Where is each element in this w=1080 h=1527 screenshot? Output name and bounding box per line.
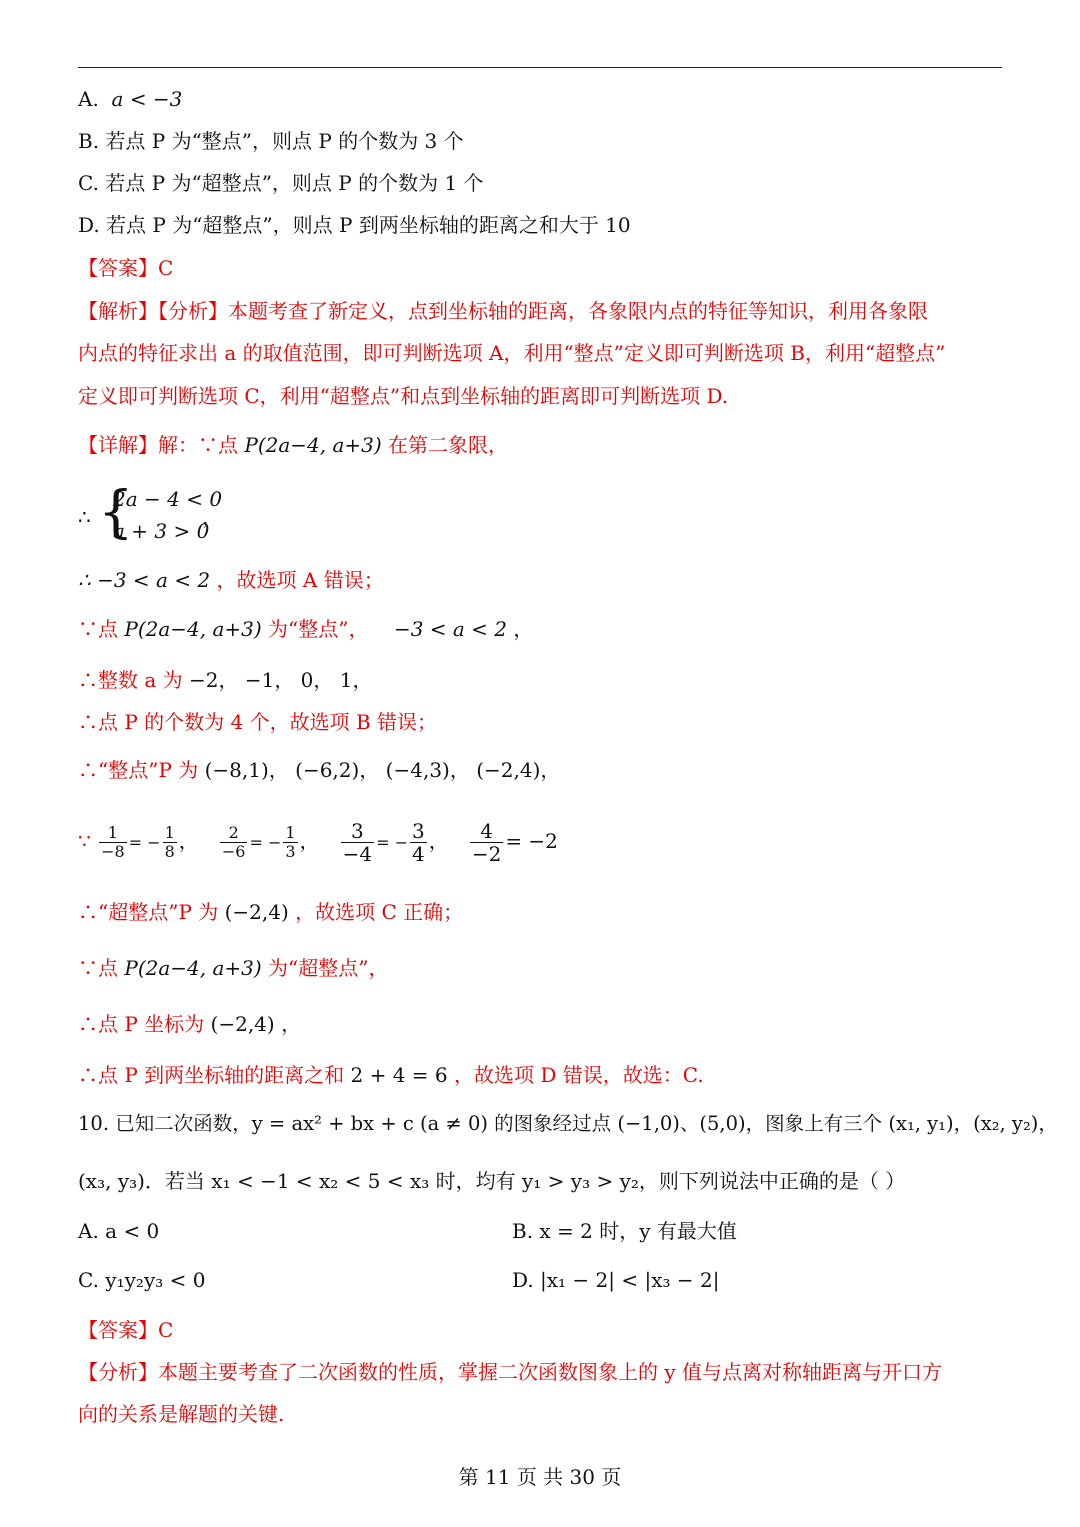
option-c: C. 若点 P 为“超整点”，则点 P 的个数为 1 个 (78, 171, 484, 195)
system-comma: ， (202, 505, 222, 529)
option-a (78, 86, 182, 112)
page-footer: 第 11 页 共 30 页 (458, 1465, 622, 1489)
q10-line-1: 10. 已知二次函数，y = ax² + bx + c (a ≠ 0) 的图象经过点 (−1,0)、(5,0)，图象上有三个 (x₁, y₁)，(x₂, y₂)， (78, 1112, 1058, 1135)
q10-option-a: A. a < 0 (78, 1219, 160, 1243)
fraction-line: ∵ $\frac{1}{-8}$ = − $\frac{1}{8}$ ， $\frac{2}{-6}$ = − $\frac{1}{3}$ ， $\frac{3}{-4}$ = − $\frac{3}{4}$ ， $\frac{4}{-2}$ = −2 (78, 819, 558, 866)
system-therefore: ∴ (78, 505, 91, 529)
math-expression: P(2a−4, a+3) (244, 433, 382, 457)
analysis-q9-line3: 定义即可判断选项 C，利用“超整点”和点到坐标轴的距离即可判断选项 D. (78, 384, 729, 408)
analysis-q9-line1: 【解析】【分析】本题考查了新定义，点到坐标轴的距离，各象限内点的特征等知识，利用各象限 (78, 299, 928, 323)
detail-line-8: ∴“超整点”P 为 (−2,4) ，故选项 C 正确； (78, 900, 464, 924)
fraction: $\frac{1}{3}$ (285, 823, 296, 861)
answer-q9: 【答案】C (78, 256, 174, 280)
option-d: D. 若点 P 为“超整点”，则点 P 到两坐标轴的距离之和大于 10 (78, 213, 631, 237)
analysis-q9-line2: 内点的特征求出 a 的取值范围，即可判断选项 A，利用“整点”定义即可判断选项 B，利用“超整点” (78, 341, 946, 365)
answer-q10: 【答案】C (78, 1318, 174, 1342)
fraction: $\frac{1}{8}$ (164, 823, 175, 861)
system-eq-2: a + 3 > 0 (113, 519, 210, 543)
fraction: $\frac{3}{4}$ (412, 819, 425, 866)
analysis-q10-line2: 向的关系是解题的关键. (78, 1402, 285, 1426)
detail-line-4: ∴整数 a 为 −2， −1， 0， 1， (78, 668, 373, 692)
option-b: B. 若点 P 为“整点”，则点 P 的个数为 3 个 (78, 129, 464, 153)
detail-line-5: ∴点 P 的个数为 4 个，故选项 B 错误； (78, 710, 438, 734)
q10-option-b: B. x = 2 时，y 有最大值 (512, 1219, 737, 1243)
system-eq-1: 2a − 4 < 0 (113, 487, 223, 511)
fraction: $\frac{1}{-8}$ (101, 823, 125, 861)
detail-line-2: ∴ −3 < a < 2 ，故选项 A 错误； (78, 568, 384, 592)
option-a-label: A. (78, 87, 99, 111)
detail-line-11: ∴点 P 到两坐标轴的距离之和 2 + 4 = 6 ，故选项 D 错误，故选：C. (78, 1063, 704, 1087)
analysis-q10-line1: 【分析】本题主要考查了二次函数的性质，掌握二次函数图象上的 y 值与点离对称轴距离与开口方 (78, 1360, 943, 1384)
detail-line-3: ∵点 P(2a−4, a+3) 为“整点”， −3 < a < 2 ， (78, 617, 534, 641)
fraction: $\frac{3}{-4}$ (342, 819, 373, 866)
option-a-text: a < −3 (111, 87, 183, 111)
fraction: $\frac{2}{-6}$ (221, 823, 246, 861)
q10-option-c: C. y₁y₂y₃ < 0 (78, 1268, 206, 1292)
detail-line-6: ∴“整点”P 为 (−8,1)， (−6,2)， (−4,3)， (−2,4)， (78, 758, 561, 782)
header-rule (78, 67, 1002, 68)
fraction: $\frac{4}{-2}$ (471, 819, 502, 866)
detail-line-1: 【详解】解：∵点 P(2a−4, a+3) 在第二象限， (78, 433, 509, 457)
q10-line-2: (x₃, y₃)．若当 x₁ < −1 < x₂ < 5 < x₃ 时，均有 y₁ > y₃ > y₂，则下列说法中正确的是（ ） (78, 1169, 906, 1193)
detail-line-10: ∴点 P 坐标为 (−2,4) ， (78, 1012, 302, 1036)
detail-line-9: ∵点 P(2a−4, a+3) 为“超整点”， (78, 956, 389, 980)
system-brace: { (98, 480, 134, 545)
q10-option-d: D. |x₁ − 2| < |x₃ − 2| (512, 1268, 720, 1292)
